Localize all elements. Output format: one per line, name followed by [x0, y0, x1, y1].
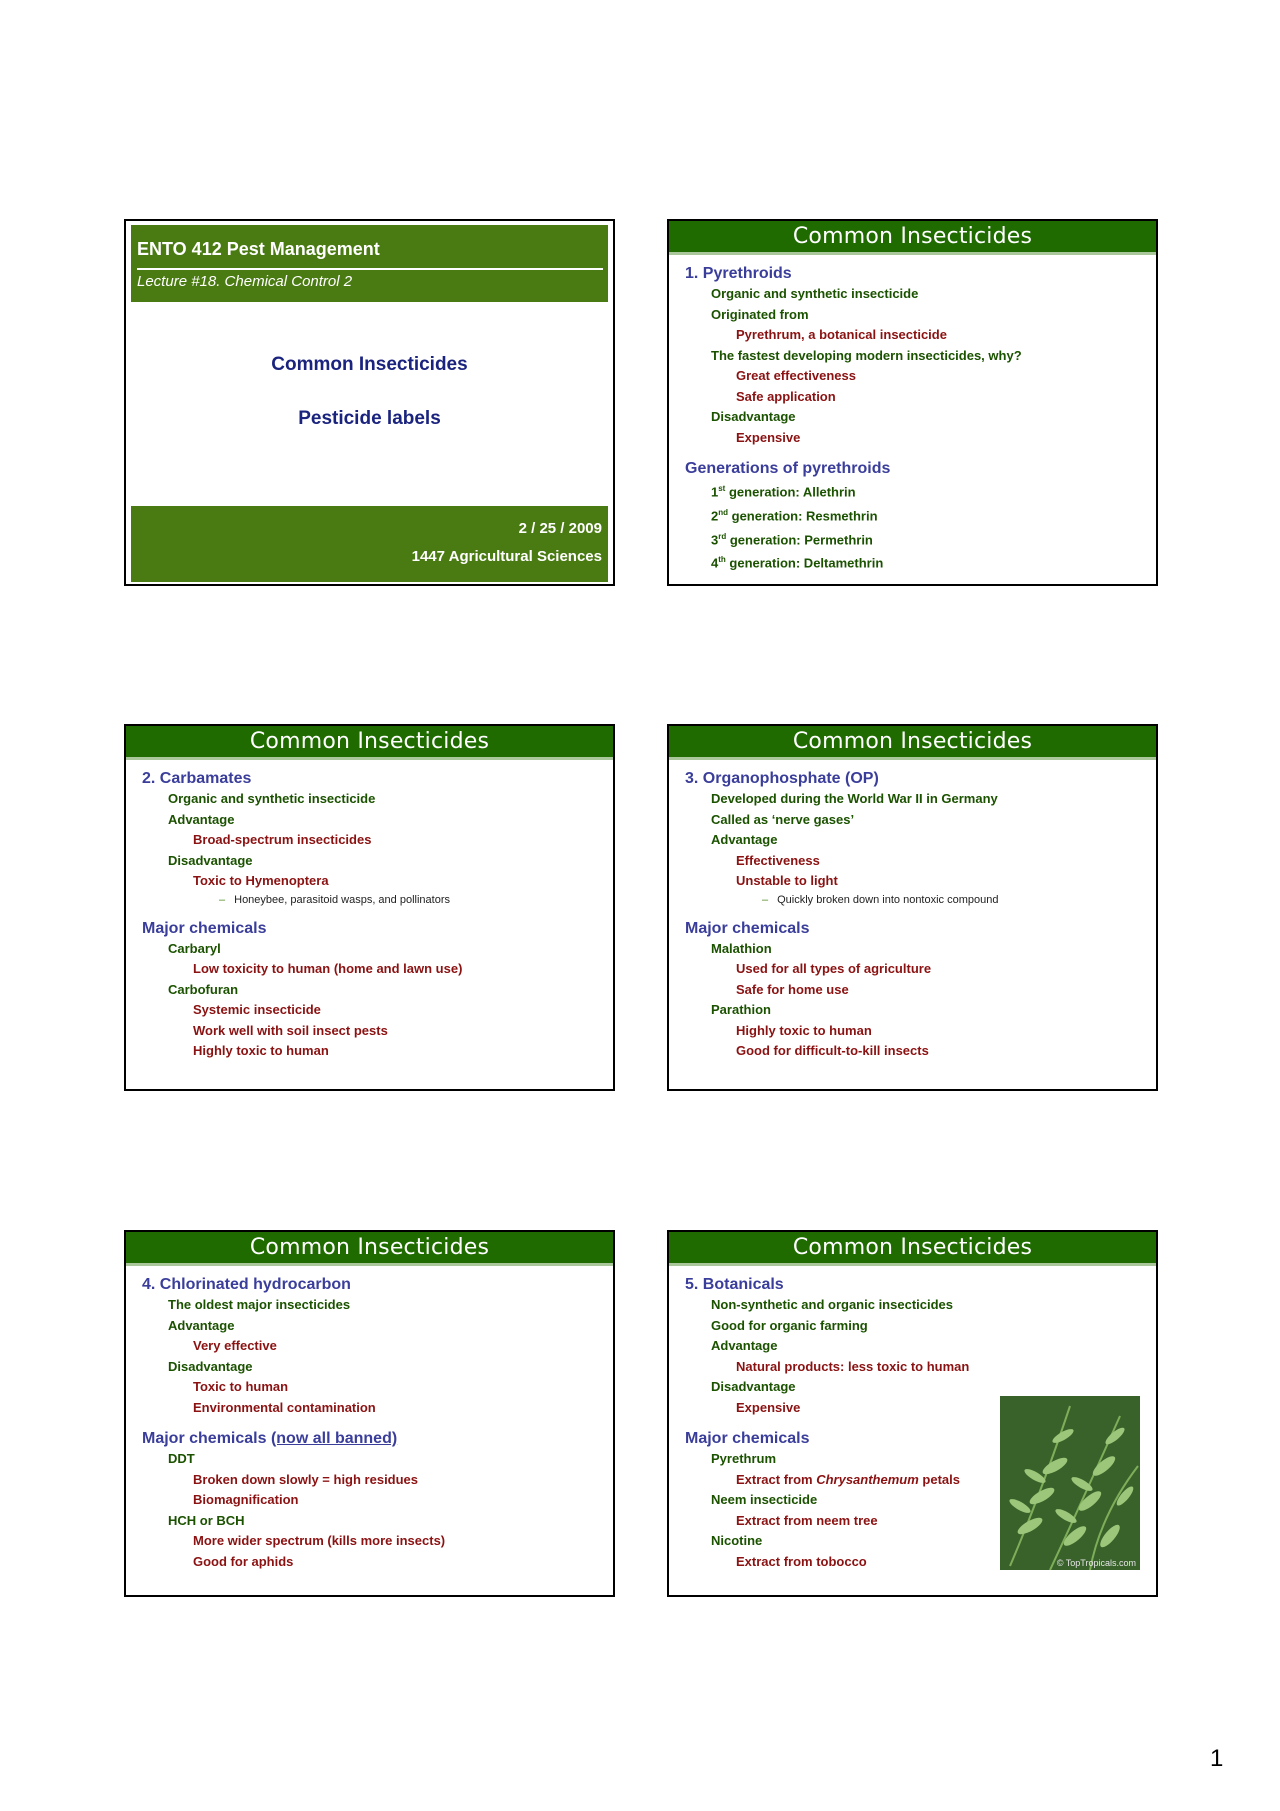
bullet: HCH or BCH: [168, 1512, 245, 1528]
section-heading: 2. Carbamates: [142, 770, 252, 787]
bullet: Good for organic farming: [711, 1317, 868, 1333]
section-heading: Major chemicals: [685, 1430, 810, 1447]
sub-bullet: Good for aphids: [193, 1553, 294, 1569]
image-caption: © TopTropicals.com: [1056, 1558, 1136, 1568]
sub-sub-bullet: – Honeybee, parasitoid wasps, and pollinators: [219, 893, 450, 906]
sub-bullet: Biomagnification: [193, 1492, 299, 1507]
bullet: Originated from: [711, 306, 809, 322]
sub-bullet: Broken down slowly = high residues: [193, 1471, 419, 1487]
sub-bullet: Unstable to light: [736, 873, 838, 888]
bullet: Non-synthetic and organic insecticides: [711, 1297, 953, 1312]
sub-bullet: Safe for home use: [736, 981, 849, 997]
sub-bullet: Toxic to human: [193, 1379, 289, 1394]
slide-title: Common Insecticides: [669, 1232, 1156, 1266]
sub-bullet: Extract from Chrysanthemum petals: [736, 1471, 960, 1487]
bullet: Developed during the World War II in Germany: [711, 791, 998, 806]
bullet: Malathion: [711, 940, 772, 956]
generation-item: 3rd generation: Permethrin: [711, 531, 873, 547]
bullet: Disadvantage: [711, 1379, 796, 1394]
banned-link[interactable]: (now all banned): [270, 1430, 398, 1447]
sub-bullet: Natural products: less toxic to human: [736, 1358, 970, 1374]
bullet: Advantage: [168, 811, 235, 827]
bullet: Disadvantage: [168, 852, 253, 868]
section-heading: 3. Organophosphate (OP): [685, 770, 879, 787]
slide-pyrethroids: [667, 219, 1158, 586]
course-name: ENTO 412 Pest Management: [137, 239, 380, 259]
lecture-room: 1447 Agricultural Sciences: [411, 548, 602, 565]
generation-item: 2nd generation: Resmethrin: [711, 507, 878, 524]
section-heading: Major chemicals: [685, 919, 810, 937]
generation-item: 1st generation: Allethrin: [711, 484, 856, 500]
slide-title: Common Insecticides: [669, 726, 1156, 760]
sub-bullet: Low toxicity to human (home and lawn use): [193, 961, 463, 976]
bullet: Advantage: [168, 1317, 235, 1333]
sub-bullet: Very effective: [193, 1338, 277, 1353]
neem-plant-image: [1000, 1396, 1140, 1570]
bullet: Pyrethrum: [711, 1451, 777, 1466]
bullet: Organic and synthetic insecticide: [168, 791, 376, 806]
sub-bullet: Environmental contamination: [193, 1399, 376, 1415]
sub-bullet: Expensive: [736, 1399, 801, 1415]
bullet: Parathion: [711, 1002, 771, 1017]
sub-bullet: Expensive: [736, 429, 801, 445]
bullet: Disadvantage: [711, 409, 796, 424]
bullet: The oldest major insecticides: [168, 1297, 351, 1312]
slide-title: Common Insecticides: [669, 221, 1156, 255]
sub-bullet: Used for all types of agriculture: [736, 961, 932, 976]
bullet: Neem insecticide: [711, 1492, 818, 1507]
slide-carbamates: [124, 724, 615, 1091]
page-number: 1: [1210, 1745, 1224, 1772]
slide-chlorinated-hydrocarbon: [124, 1230, 615, 1597]
sub-bullet: Toxic to Hymenoptera: [193, 873, 329, 888]
slide-title: Common Insecticides: [126, 1232, 613, 1266]
bullet: Called as ‘nerve gases’: [711, 811, 855, 827]
bullet: Advantage: [711, 832, 778, 847]
bullet: Disadvantage: [168, 1358, 253, 1374]
sub-bullet: Broad-spectrum insecticides: [193, 832, 372, 847]
lecture-date: 2 / 25 / 2009: [518, 520, 602, 537]
sub-bullet: More wider spectrum (kills more insects): [193, 1533, 446, 1548]
title-header: [131, 225, 608, 302]
section-heading: 5. Botanicals: [685, 1276, 784, 1293]
fern-leaves-icon: [1000, 1396, 1140, 1570]
sub-bullet: Good for difficult-to-kill insects: [736, 1043, 929, 1058]
sub-bullet: Pyrethrum, a botanical insecticide: [736, 327, 947, 342]
slide-botanicals: [667, 1230, 1158, 1597]
topic-2: Pesticide labels: [298, 408, 441, 429]
bullet: Advantage: [711, 1338, 778, 1353]
generation-item: 4th generation: Deltamethrin: [711, 555, 884, 571]
sub-bullet: Work well with soil insect pests: [193, 1022, 388, 1038]
sub-bullet: Great effectiveness: [736, 368, 856, 383]
sub-bullet: Extract from neem tree: [736, 1512, 878, 1528]
bullet: The fastest developing modern insecticides, why?: [711, 347, 1022, 363]
sub-sub-bullet: – Quickly broken down into nontoxic compound: [762, 893, 999, 906]
topic-1: Common Insecticides: [271, 354, 468, 375]
header-divider: [137, 268, 603, 270]
bullet: Organic and synthetic insecticide: [711, 286, 919, 301]
slide-organophosphate: [667, 724, 1158, 1091]
section-heading: 1. Pyrethroids: [685, 265, 792, 282]
sub-bullet: Highly toxic to human: [193, 1043, 329, 1058]
bullet: DDT: [168, 1451, 195, 1466]
lecture-name: Lecture #18. Chemical Control 2: [137, 273, 353, 290]
bullet: Nicotine: [711, 1533, 763, 1548]
sub-bullet: Effectiveness: [736, 852, 820, 868]
sub-bullet: Extract from tobocco: [736, 1553, 867, 1569]
section-heading: Generations of pyrethroids: [685, 460, 891, 477]
sub-bullet: Safe application: [736, 388, 836, 404]
section-heading: Major chemicals: [142, 919, 267, 937]
bullet: Carbaryl: [168, 940, 221, 956]
slide-title: Common Insecticides: [126, 726, 613, 760]
title-footer: [131, 506, 608, 582]
bullet: Carbofuran: [168, 981, 239, 997]
sub-bullet: Systemic insecticide: [193, 1002, 321, 1017]
slide-title: [124, 219, 615, 586]
section-heading: 4. Chlorinated hydrocarbon: [142, 1276, 351, 1293]
section-heading: Major chemicals (now all banned): [142, 1430, 398, 1447]
sub-bullet: Highly toxic to human: [736, 1022, 872, 1038]
